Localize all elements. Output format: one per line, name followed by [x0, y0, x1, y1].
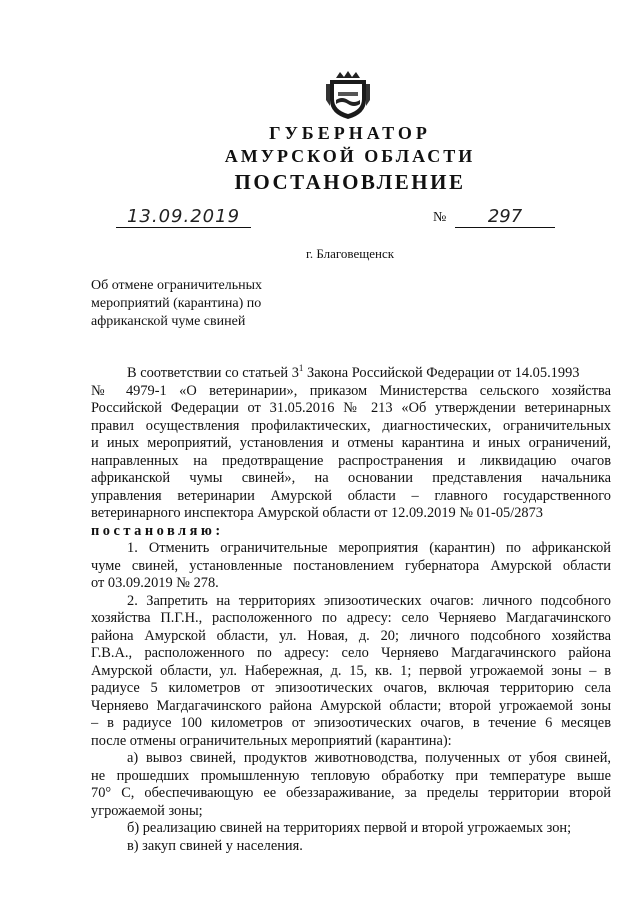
clause-2-line: района Амурской области, ул. Новая, д. 20; личного подсобного хозяйства	[91, 627, 611, 644]
subclause-a-line: угрожаемой зоны;	[91, 802, 203, 819]
clause-2-line: – в радиусе 100 километров от эпизоотических очагов, в течение 6 месяцев	[91, 715, 611, 731]
document-body	[91, 365, 611, 855]
clause-1-line: от 03.09.2019 № 278.	[91, 575, 219, 591]
preamble-line: ветеринарного инспектора Амурской области от 12.09.2019 № 01-05/2873	[91, 505, 544, 521]
preamble-superscript: 1	[298, 363, 304, 374]
preamble-line: и иных мероприятий, установления и отмены карантина и иных ограничений,	[91, 435, 611, 451]
clause-2-line: Черняево Магдагачинского района Амурской области; второй угрожаемой зоны	[91, 697, 611, 714]
preamble-line: африканской чумы свиней», на основании представления начальника	[91, 470, 611, 486]
subclause-a-line: а) вывоз свиней, продуктов животноводства, полученных от убоя свиней,	[127, 750, 611, 766]
preamble-line: направленных на предотвращение распространения и ликвидацию очагов	[91, 452, 611, 469]
preamble-text: В соответствии со статьей 3	[127, 365, 299, 381]
preamble-line	[91, 365, 611, 383]
preamble-text: Закона Российской Федерации от 14.05.1993	[303, 365, 580, 381]
subclause-a-line: 70° С, обеспечивающую ее обеззараживание, за пределы территории второй	[91, 785, 611, 801]
subclause-a-line: не прошедших промышленную тепловую обработку при температуре выше	[91, 767, 611, 784]
preamble-line: Российской Федерации от 31.05.2016 № 213 «Об утверждении ветеринарных	[91, 400, 611, 416]
clause-1-line: 1. Отменить ограничительные мероприятия (карантин) по африканской	[127, 540, 611, 556]
clause-2-line: Амурской области, ул. Набережная, д. 15, кв. 1; первой угрожаемой зоны – в	[91, 662, 611, 679]
document-date: 13.09.2019	[116, 206, 251, 228]
document-number: 297	[455, 206, 555, 228]
document-type: ПОСТАНОВЛЕНИЕ	[234, 170, 466, 194]
number-label: №	[433, 210, 447, 225]
document-region: АМУРСКОЙ ОБЛАСТИ	[224, 146, 476, 166]
clause-2-line: Г.В.А., расположенного по адресу: село Черняево Магдагачинского района	[91, 645, 611, 661]
preamble-line: правил осуществления профилактических, диагностических, ограничительных	[91, 417, 611, 434]
subclause-b-line: б) реализацию свиней на территориях первой и второй угрожаемых зон;	[127, 820, 572, 836]
preamble-line: № 4979-1 «О ветеринарии», приказом Министерства сельского хозяйства	[91, 382, 611, 399]
clause-1-line: чуме свиней, установленные постановлением губернатора Амурской области	[91, 557, 611, 574]
document-issuer: ГУБЕРНАТОР	[269, 123, 431, 143]
subject-line: Об отмене ограничительных	[91, 278, 263, 293]
resolve-heading: постановляю:	[91, 522, 224, 539]
clause-2-line: после отмены ограничительных мероприятий (карантина):	[91, 732, 452, 749]
subclause-c-line: в) закуп свиней у населения.	[127, 837, 303, 854]
subject-line: африканской чуме свиней	[91, 314, 246, 329]
clause-2-line: хозяйства П.Г.Н., расположенного по адресу: село Черняево Магдагачинского	[91, 610, 611, 626]
subject-line: мероприятий (карантина) по	[91, 296, 262, 311]
clause-2-line: 2. Запретить на территориях эпизоотических очагов: личного подсобного	[127, 592, 611, 609]
coat-of-arms-icon	[326, 70, 370, 120]
preamble-line: управления ветеринарии Амурской области – главного государственного	[91, 487, 611, 504]
clause-2-line: радиусе 5 километров от эпизоотических очагов, включая территорию села	[91, 680, 611, 696]
document-subject	[91, 277, 321, 331]
document-city: г. Благовещенск	[305, 246, 395, 261]
